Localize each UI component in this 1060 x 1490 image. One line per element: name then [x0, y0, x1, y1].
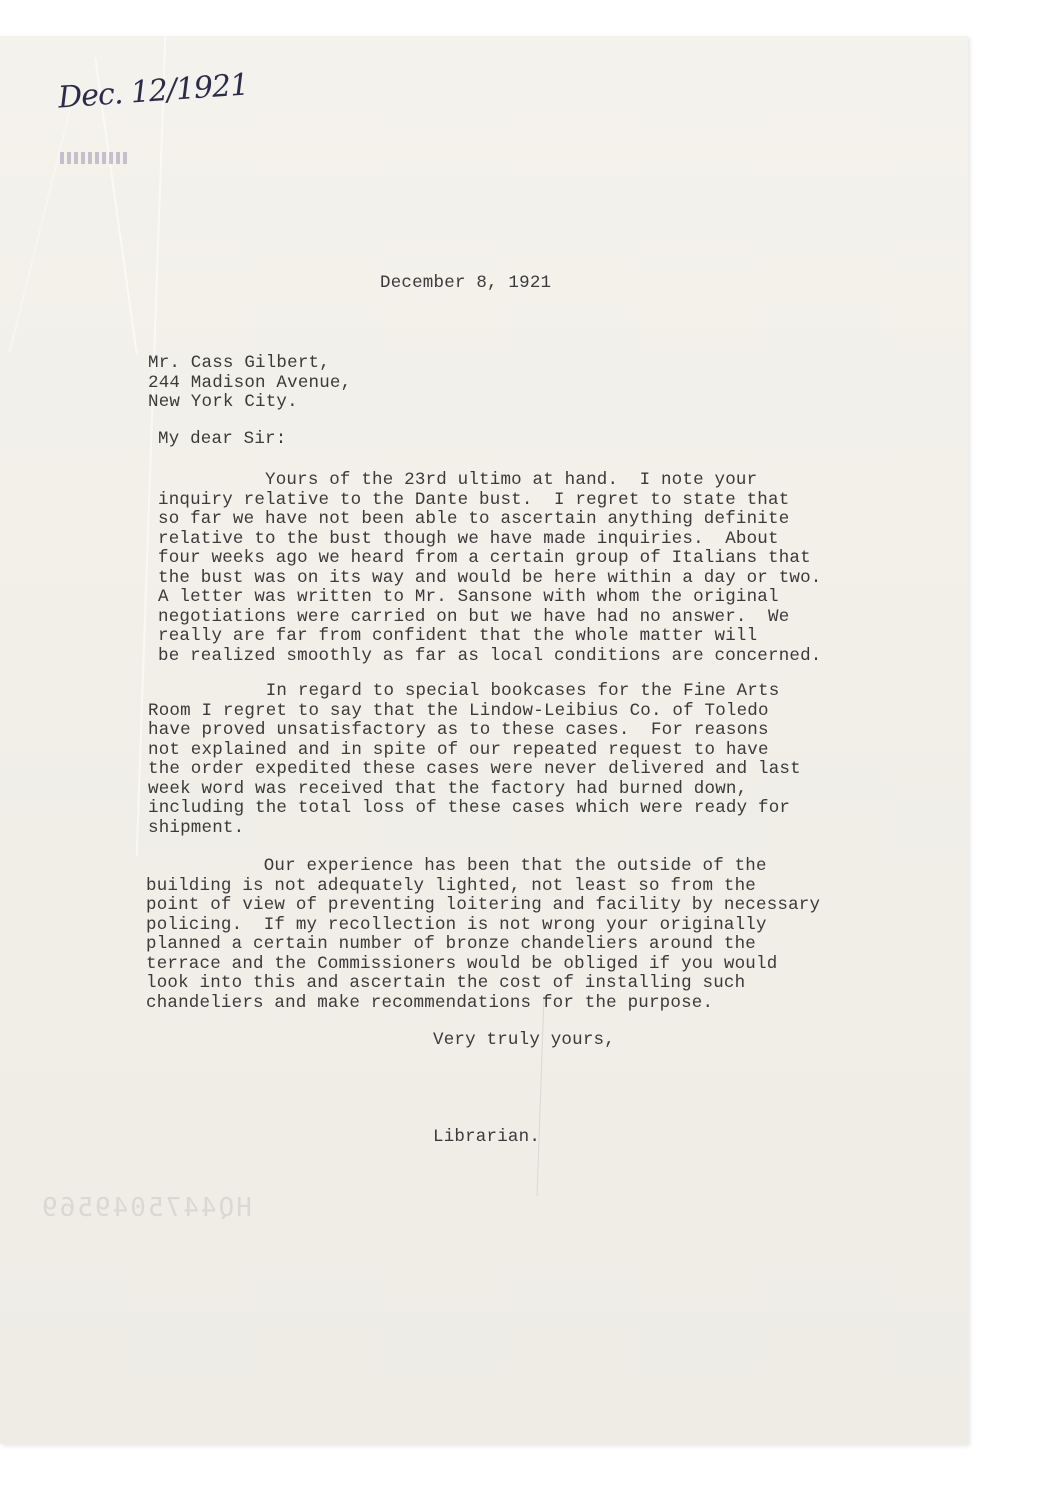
address-line: New York City. [148, 392, 298, 412]
address-line: 244 Madison Avenue, [148, 372, 352, 393]
address-line: Mr. Cass Gilbert, [148, 353, 330, 373]
paper-crease [9, 100, 74, 353]
body-paragraph-dante-bust: Yours of the 23rd ultimo at hand. I note your inquiry relative to the Dante bust. I regret to state that so far we have not been able to ascertain anything definite relative to the bust though we have made inquiries. About four weeks ago we heard from a certain group of Italians that the bust was on its way and would be here within a day or two. A letter was written to Mr. Sansone with whom the original negotiations were carried on but we have had no answer. We really are far from confident that the whole matter will be realized smoothly as far as local conditions are concerned. [158, 470, 822, 666]
received-stamp-mark [60, 152, 130, 164]
salutation: My dear Sir: [158, 429, 287, 449]
letter-date: December 8, 1921 [380, 273, 552, 293]
handwritten-date-note: Dec. 12/1921 [57, 67, 250, 116]
body-paragraph-lighting: Our experience has been that the outside of the building is not adequately lighted, not least so from the point of view of preventing loitering and facility by necessary policing. If my recollection is not wrong your originally planned a certain number of bronze chandeliers around the terrace and the Commissioners would be obliged if you would look into this and ascertain the cost of installing such chandeliers and make recommendations for the purpose. [146, 856, 821, 1013]
body-paragraph-bookcases: In regard to special bookcases for the Fine Arts Room I regret to say that the Lindow-Leibius Co. of Toledo have proved unsatisfactory as to these cases. For reasons not explained and in spite of our repeated request to have the order expedited these cases were never delivered and last week word was received that the factory had burned down, including the total loss of these cases which were ready for shipment. [148, 681, 801, 838]
bleed-through-number: HQ4475049569 [40, 1193, 252, 1223]
signature-title: Librarian. [433, 1127, 541, 1147]
closing: Very truly yours, [433, 1030, 615, 1050]
paper-crease [537, 996, 545, 1196]
recipient-address [148, 354, 351, 413]
